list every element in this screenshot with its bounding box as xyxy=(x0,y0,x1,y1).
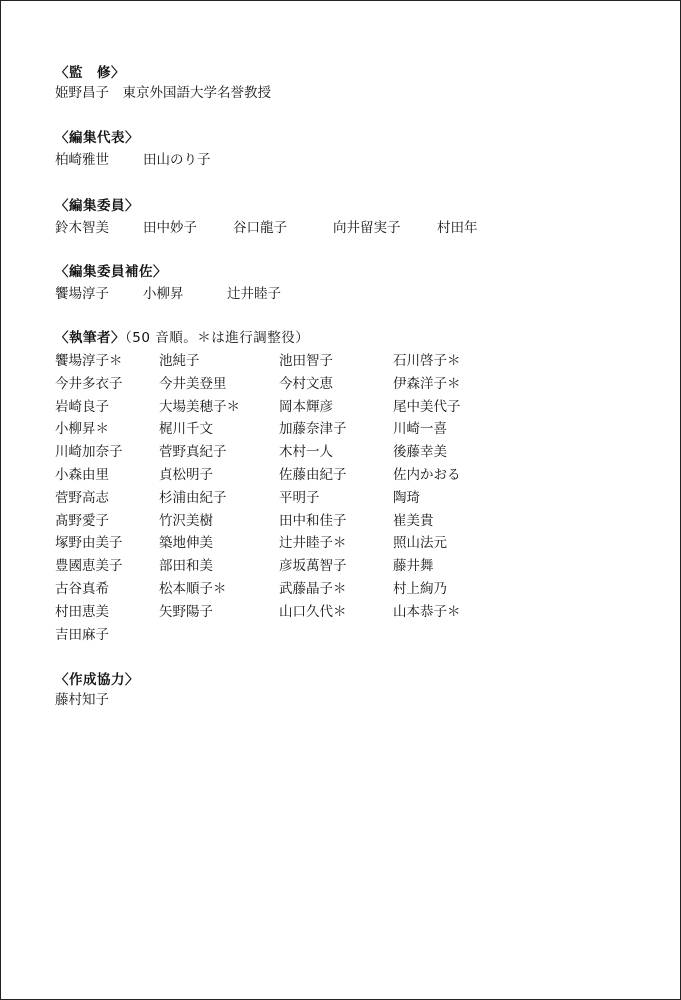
writer-name: 田中和佳子 xyxy=(279,512,347,529)
section-assistants xyxy=(55,262,655,306)
writer-name: 小森由里 xyxy=(55,466,109,483)
writer-name: 池田智子 xyxy=(279,353,333,369)
writer-name: 菅野真紀子 xyxy=(159,444,227,461)
editor-rep-name: 田山のり子 xyxy=(143,152,211,168)
writer-name: 尾中美代子 xyxy=(393,398,461,415)
writer-name: 石川啓子＊ xyxy=(393,353,461,369)
writer-name: 杉浦由紀子 xyxy=(159,489,227,506)
assistants-heading: 〈編集委員補佐〉 xyxy=(55,264,167,280)
writer-name: 岩崎良子 xyxy=(55,398,109,415)
writer-name: 山口久代＊ xyxy=(279,603,347,620)
committee-name: 村田年 xyxy=(437,220,478,236)
writer-name: 饗場淳子＊ xyxy=(55,353,123,369)
writer-name: 菅野高志 xyxy=(55,489,109,506)
editors-rep-names xyxy=(55,148,655,172)
writers-row xyxy=(55,464,655,487)
writer-name: 今村文恵 xyxy=(279,375,333,392)
writer-name: 竹沢美樹 xyxy=(159,512,213,529)
writers-heading xyxy=(55,328,655,348)
writer-name: 照山法元 xyxy=(393,535,447,552)
writer-name: 木村一人 xyxy=(279,444,333,461)
writer-name: 村田恵美 xyxy=(55,603,109,620)
writer-name: 崔美貴 xyxy=(393,512,434,529)
writer-name: 彦坂萬智子 xyxy=(279,558,347,575)
writer-name: 古谷真希 xyxy=(55,580,109,597)
writer-name: 川崎加奈子 xyxy=(55,444,123,461)
writers-row xyxy=(55,441,655,464)
writers-row xyxy=(55,601,655,624)
supervision-heading: 〈監 修〉 xyxy=(55,65,125,81)
writers-note: （50 音順。＊は進行調整役） xyxy=(125,330,310,346)
writer-name: 佐藤由紀子 xyxy=(279,466,347,483)
writers-row xyxy=(55,510,655,533)
section-committee xyxy=(55,196,655,240)
assistants-names xyxy=(55,282,655,306)
writer-name: 豊國恵美子 xyxy=(55,558,123,575)
supervision-line: 姫野昌子 東京外国語大学名誉教授 xyxy=(55,85,271,101)
writer-name: 貞松明子 xyxy=(159,466,213,483)
editors-rep-heading: 〈編集代表〉 xyxy=(55,130,139,146)
committee-names xyxy=(55,216,655,240)
writer-name: 大場美穂子＊ xyxy=(159,398,240,415)
writer-name: 平明子 xyxy=(279,489,320,506)
committee-heading: 〈編集委員〉 xyxy=(55,198,139,214)
writer-name: 今井多衣子 xyxy=(55,375,123,392)
writers-row xyxy=(55,555,655,578)
assistant-name: 辻井睦子 xyxy=(227,286,281,302)
writers-row xyxy=(55,578,655,601)
assistant-name: 饗場淳子 xyxy=(55,286,109,302)
writers-grid xyxy=(55,350,655,646)
writers-row xyxy=(55,532,655,555)
writer-name: 陶琦 xyxy=(393,489,420,506)
committee-name: 鈴木智美 xyxy=(55,220,109,236)
writer-name: 後藤幸美 xyxy=(393,444,447,461)
writer-name: 川崎一喜 xyxy=(393,421,447,438)
writer-name: 今井美登里 xyxy=(159,375,227,392)
section-writers xyxy=(55,328,655,646)
writer-name: 武藤晶子＊ xyxy=(279,580,347,597)
writer-name: 髙野愛子 xyxy=(55,512,109,529)
writer-name: 築地伸美 xyxy=(159,535,213,552)
committee-name: 谷口龍子 xyxy=(233,220,287,236)
writers-row xyxy=(55,396,655,419)
writer-name: 佐内かおる xyxy=(393,466,461,483)
writer-name: 岡本輝彦 xyxy=(279,398,333,415)
writer-name: 辻井睦子＊ xyxy=(279,535,347,552)
writers-row xyxy=(55,624,655,647)
writer-name: 矢野陽子 xyxy=(159,603,213,620)
section-supervision xyxy=(55,63,655,103)
writer-name: 伊森洋子＊ xyxy=(393,375,461,392)
writers-row xyxy=(55,418,655,441)
writer-name: 松本順子＊ xyxy=(159,580,227,597)
writer-name: 小柳昇＊ xyxy=(55,421,109,438)
section-cooperation xyxy=(55,670,655,710)
section-editors-rep xyxy=(55,128,655,172)
writer-name: 部田和美 xyxy=(159,558,213,575)
committee-name: 向井留実子 xyxy=(333,220,401,236)
writer-name: 吉田麻子 xyxy=(55,626,109,643)
writer-name: 池純子 xyxy=(159,353,200,369)
editor-rep-name: 柏崎雅世 xyxy=(55,152,109,168)
writer-name: 村上絢乃 xyxy=(393,580,447,597)
writers-heading-label: 〈執筆者〉 xyxy=(55,330,125,346)
writers-row xyxy=(55,350,655,373)
credits-content xyxy=(55,63,655,710)
writer-name: 山本恭子＊ xyxy=(393,603,461,620)
writers-row xyxy=(55,487,655,510)
writer-name: 藤井舞 xyxy=(393,558,434,575)
committee-name: 田中妙子 xyxy=(143,220,197,236)
cooperation-line: 藤村知子 xyxy=(55,692,109,709)
writers-row xyxy=(55,373,655,396)
cooperation-heading: 〈作成協力〉 xyxy=(55,672,139,689)
assistant-name: 小柳昇 xyxy=(143,286,184,302)
writer-name: 塚野由美子 xyxy=(55,535,123,552)
writer-name: 加藤奈津子 xyxy=(279,421,347,438)
writer-name: 梶川千文 xyxy=(159,421,213,438)
